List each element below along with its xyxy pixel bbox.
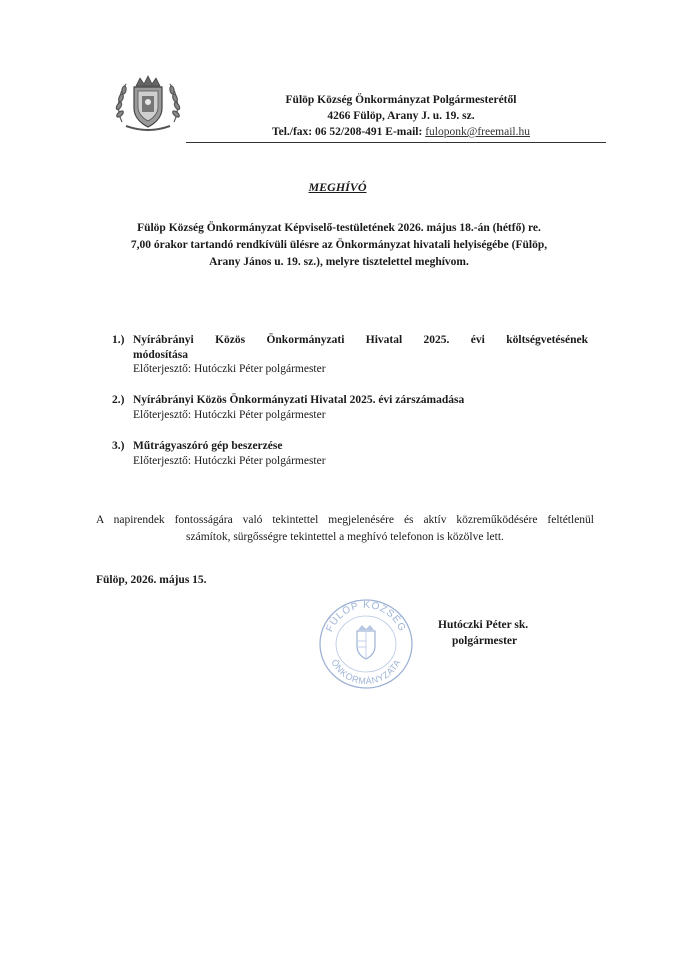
agenda-item-title: Nyírábrányi Közös Önkormányzati Hivatal 2025. évi zárszámadása — [133, 394, 465, 406]
signatory-name: Hutóczki Péter sk. — [438, 619, 529, 631]
agenda-item-number: 3.) — [112, 440, 125, 452]
intro-line-2: 7,00 órakor tartandó rendkívüli ülésre az Önkormányzat hivatali helyiségébe (Fülöp, — [130, 239, 548, 251]
header-email-link[interactable]: fuloponk@freemail.hu — [425, 126, 531, 138]
closing-line-2: számítok, sürgősségre tekintettel a meghívó telefonon is közölve lett. — [186, 531, 504, 543]
agenda-item-title: Műtrágyaszóró gép beszerzése — [133, 440, 283, 452]
intro-line-3: Arany János u. 19. sz.), melyre tisztelettel meghívom. — [209, 256, 469, 268]
header-phone: Tel./fax: 06 52/208-491 E-mail: — [271, 126, 426, 138]
intro-line-1: Fülöp Község Önkormányzat Képviselő-testületének 2026. május 18.-án (hétfő) re. — [137, 222, 541, 234]
agenda-item-number: 2.) — [112, 394, 125, 406]
official-stamp-icon — [314, 596, 418, 692]
agenda-item-presenter: Előterjesztő: Hutóczki Péter polgármester — [133, 363, 326, 375]
stamp-text-top: FÜLÖP KÖZSÉG — [324, 599, 408, 634]
agenda-item-number: 1.) — [112, 334, 125, 346]
agenda-item-presenter: Előterjesztő: Hutóczki Péter polgármester — [133, 455, 326, 467]
header-address: 4266 Fülöp, Arany J. u. 19. sz. — [327, 110, 475, 122]
document-date: Fülöp, 2026. május 15. — [96, 574, 207, 586]
header-divider — [186, 142, 606, 143]
stamp-text-bottom: ÖNKORMÁNYZATA — [329, 657, 403, 687]
header-contact — [226, 124, 576, 140]
agenda-item-presenter: Előterjesztő: Hutóczki Péter polgármester — [133, 409, 326, 421]
agenda-item-title: Nyírábrányi Közös Önkormányzati Hivatal 2025. évi költségvetésének — [133, 334, 588, 346]
municipal-crest-icon — [112, 72, 184, 134]
svg-text:FÜLÖP KÖZSÉG — [324, 599, 407, 633]
agenda-item-title-continued: módosítása — [133, 349, 188, 361]
signatory-role: polgármester — [452, 635, 518, 647]
document-title: MEGHÍVÓ — [308, 180, 367, 194]
closing-line-1: A napirendek fontosságára való tekintettel megjelenésére és aktív közreműködésére feltétlenül — [96, 514, 594, 526]
header-sender: Fülöp Község Önkormányzat Polgármesterétől — [285, 94, 517, 106]
